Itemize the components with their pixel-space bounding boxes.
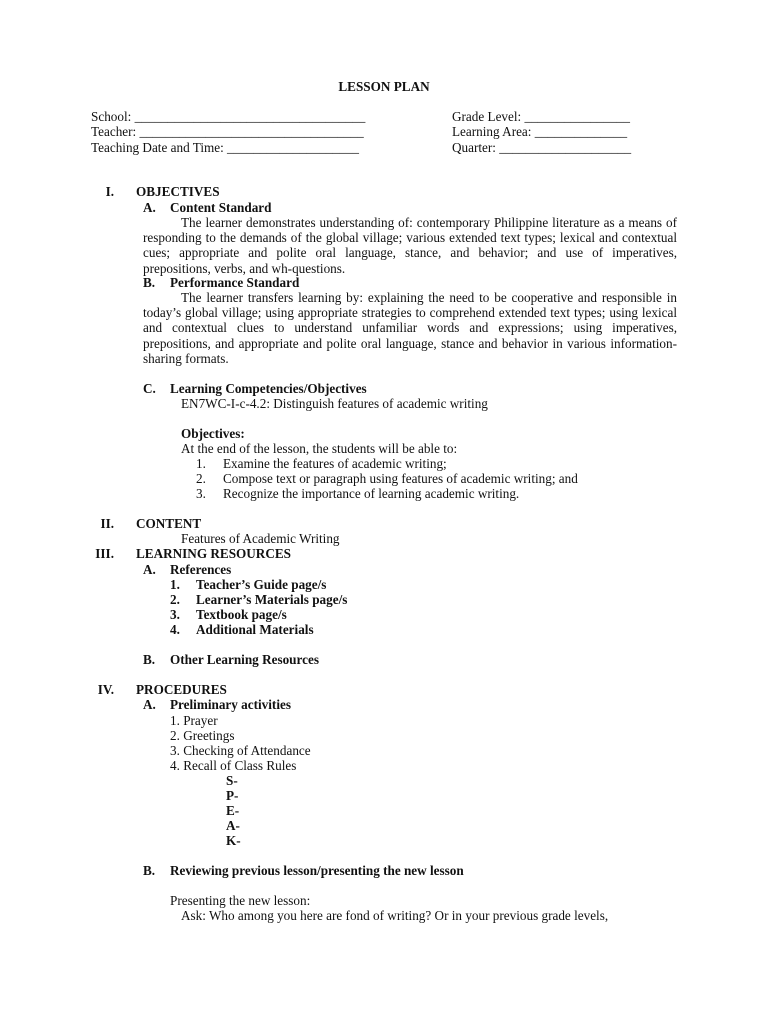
performance-standard-text: The learner transfers learning by: explaining the need to be cooperative and responsible in today’s global village; using appropriate strategies to comprehend extended text types; using lexical and contextual clues to understand unfamiliar words and expressions; using imperatives, prepositions, and appropriate and polite oral language, stance and behavior in various information-sharing formats. — [143, 290, 677, 366]
subsection-c-label: C. — [143, 381, 156, 396]
speak-letter: S- — [226, 773, 238, 788]
grade-level-field: Grade Level: ________________ — [452, 109, 630, 124]
ask-text: Ask: Who among you here are fond of writing? Or in your previous grade levels, — [181, 908, 609, 923]
section-2-heading: CONTENT — [136, 516, 202, 531]
reference-item: Learner’s Materials page/s — [196, 592, 348, 607]
reference-item: Teacher’s Guide page/s — [196, 577, 327, 592]
quarter-field: Quarter: ____________________ — [452, 140, 632, 155]
reference-item: Additional Materials — [196, 622, 314, 637]
objective-item: Examine the features of academic writing; — [223, 456, 447, 471]
section-4-number: IV. — [97, 682, 114, 697]
section-4-heading: PROCEDURES — [136, 682, 227, 697]
preliminary-label: A. — [143, 697, 156, 712]
references-heading: References — [170, 562, 232, 577]
section-1-heading: OBJECTIVES — [136, 184, 220, 199]
reference-item: Textbook page/s — [196, 607, 287, 622]
objective-number: 1. — [196, 456, 206, 471]
preliminary-item: 1. Prayer — [170, 713, 218, 728]
page-title: LESSON PLAN — [338, 79, 430, 94]
other-resources-label: B. — [143, 652, 156, 667]
content-text: Features of Academic Writing — [181, 531, 340, 546]
content-standard-text: The learner demonstrates understanding of: contemporary Philippine literature as a means of responding to the demands of the global village; various extended text types; lexical and contextual cues; appropriate and polite oral language, stance, and behavior; and use of imperatives, prepositions, verbs, and wh-questions. — [143, 215, 677, 276]
section-3-number: III. — [95, 546, 114, 561]
objective-number: 3. — [196, 486, 206, 501]
preliminary-heading: Preliminary activities — [170, 697, 291, 712]
objectives-heading: Objectives: — [181, 426, 245, 441]
other-resources-heading: Other Learning Resources — [170, 652, 319, 667]
teaching-date-field: Teaching Date and Time: ____________________ — [91, 140, 359, 155]
references-label: A. — [143, 562, 156, 577]
subsection-b-label: B. — [143, 275, 156, 290]
reviewing-label: B. — [143, 863, 156, 878]
objective-number: 2. — [196, 471, 206, 486]
section-2-number: II. — [100, 516, 114, 531]
competency-code: EN7WC-I-c-4.2: Distinguish features of academic writing — [181, 396, 488, 411]
performance-standard-heading: Performance Standard — [170, 275, 300, 290]
preliminary-item: 2. Greetings — [170, 728, 235, 743]
speak-letter: P- — [226, 788, 239, 803]
reference-number: 4. — [170, 622, 180, 637]
learning-area-field: Learning Area: ______________ — [452, 124, 628, 139]
section-1-number: I. — [105, 184, 114, 199]
preliminary-item: 4. Recall of Class Rules — [170, 758, 297, 773]
speak-letter: A- — [226, 818, 240, 833]
teacher-field: Teacher: __________________________________ — [91, 124, 364, 139]
objective-item: Compose text or paragraph using features of academic writing; and — [223, 471, 578, 486]
speak-letter: E- — [226, 803, 240, 818]
school-field: School: ___________________________________ — [91, 109, 366, 124]
competencies-heading: Learning Competencies/Objectives — [170, 381, 367, 396]
objectives-intro: At the end of the lesson, the students will be able to: — [181, 441, 458, 456]
reviewing-heading: Reviewing previous lesson/presenting the new lesson — [170, 863, 464, 878]
speak-letter: K- — [226, 833, 241, 848]
reference-number: 3. — [170, 607, 180, 622]
presenting-text: Presenting the new lesson: — [170, 893, 311, 908]
section-3-heading: LEARNING RESOURCES — [136, 546, 291, 561]
objective-item: Recognize the importance of learning academic writing. — [223, 486, 520, 501]
subsection-a-label: A. — [143, 200, 156, 215]
content-standard-heading: Content Standard — [170, 200, 272, 215]
reference-number: 1. — [170, 577, 180, 592]
preliminary-item: 3. Checking of Attendance — [170, 743, 311, 758]
reference-number: 2. — [170, 592, 180, 607]
